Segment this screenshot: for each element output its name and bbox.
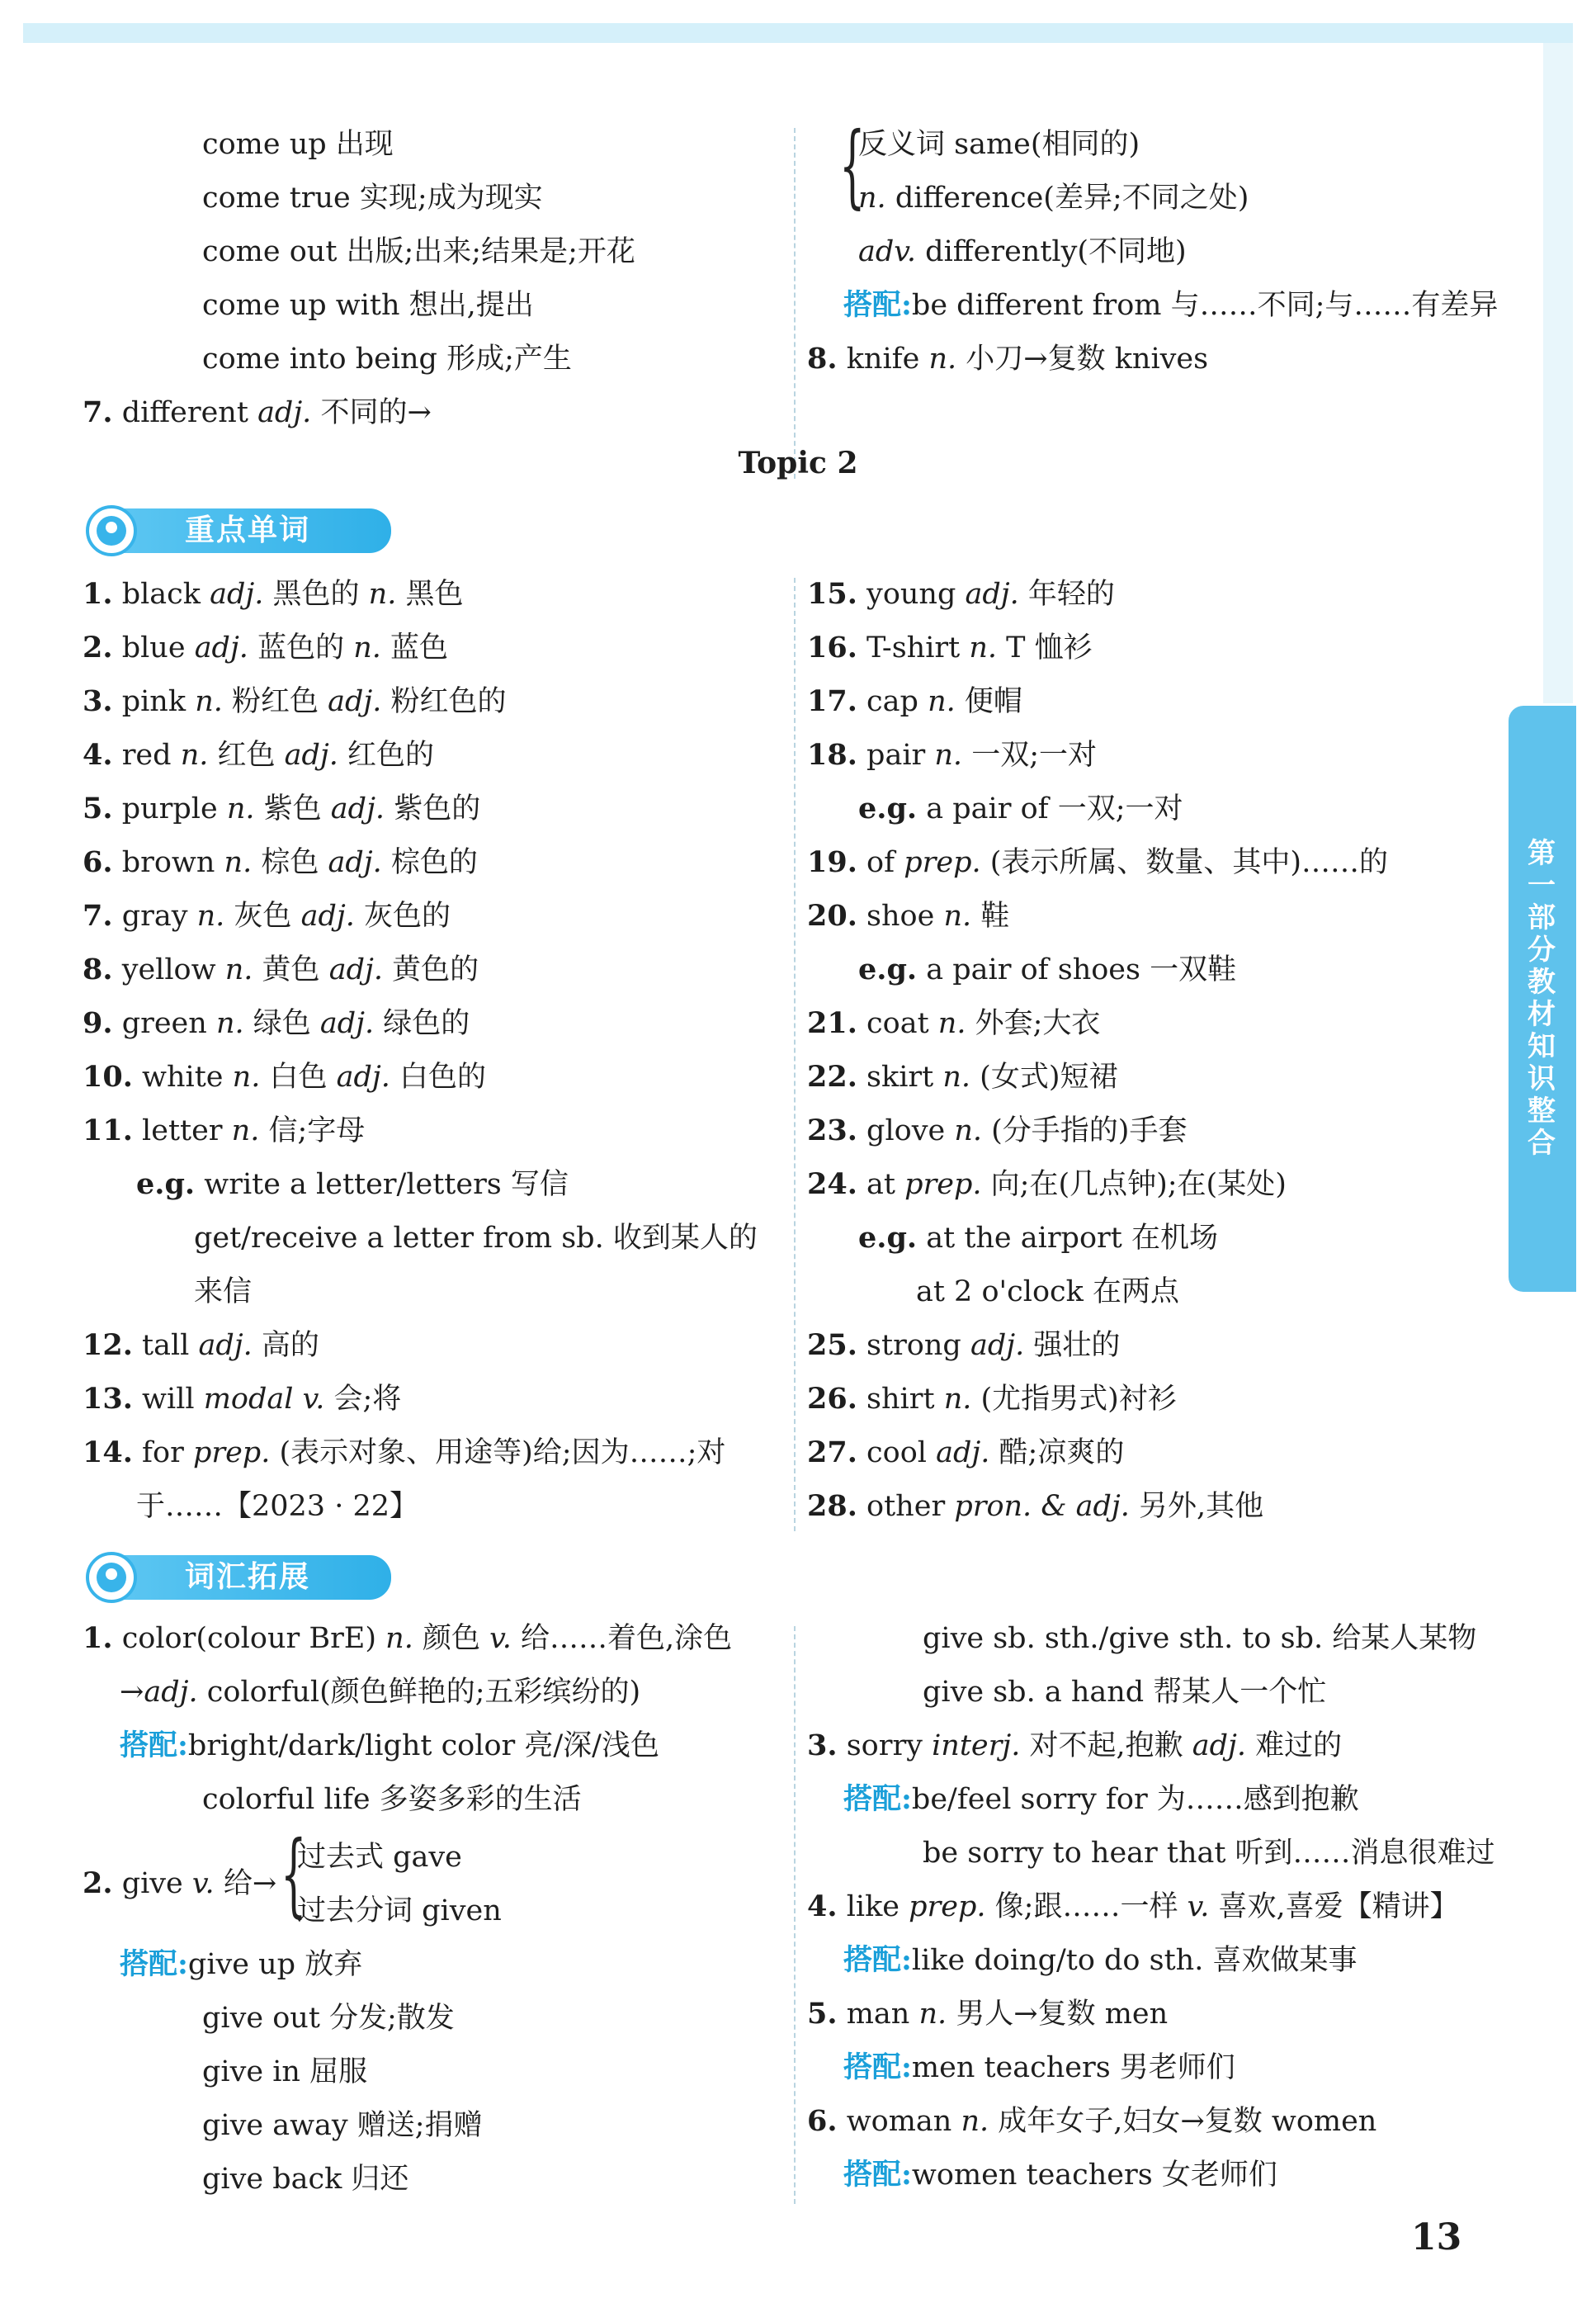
collocation-line: give sb. a hand 帮某人一个忙 — [923, 1676, 1327, 1709]
meaning: 灰色的 — [363, 900, 451, 933]
english-word: blue — [121, 631, 186, 664]
topic-title: Topic 2 — [738, 446, 858, 480]
phrase-line: come true 实现;成为现实 — [202, 182, 543, 215]
vocab-item — [807, 631, 1093, 664]
part-of-speech: n. — [232, 1061, 261, 1094]
english-word: letter — [142, 1114, 223, 1147]
item-number: 21. — [807, 1006, 857, 1040]
meaning: 绿色的 — [383, 1007, 470, 1040]
collocation-line — [120, 1729, 659, 1762]
part-of-speech: n. — [195, 685, 223, 718]
part-of-speech: n. — [918, 1998, 947, 2031]
example-line — [194, 1222, 758, 1255]
vocab-item-continuation: 于……【2023 · 22】 — [136, 1490, 418, 1523]
meaning: (表示所属、数量、其中)……的 — [989, 846, 1389, 879]
vocab-item — [807, 1061, 1117, 1094]
item-number: 7. — [83, 899, 113, 933]
meaning: 棕色 — [261, 846, 319, 879]
meaning: 男人→复数 men — [956, 1998, 1169, 2031]
part-of-speech: n. — [942, 1061, 971, 1094]
meaning: (女式)短裙 — [980, 1061, 1118, 1094]
item-number: 6. — [807, 2104, 838, 2138]
phrase-line: come out 出版;出来;结果是;开花 — [202, 235, 635, 268]
example-text: a pair of 一双;一对 — [926, 792, 1183, 825]
item-number: 4. — [83, 738, 113, 772]
english-word: of — [866, 846, 895, 879]
english-word: cap — [866, 685, 918, 718]
english-word: green — [121, 1007, 207, 1040]
english-word: other — [866, 1490, 946, 1523]
collocation-text: be/feel sorry for 为……感到抱歉 — [911, 1783, 1359, 1816]
derived-form-line — [120, 1676, 640, 1709]
english-word: skirt — [866, 1061, 934, 1094]
english-word: coat — [866, 1007, 929, 1040]
meaning: (分手指的)手套 — [991, 1114, 1188, 1147]
item-number: 8. — [83, 953, 113, 986]
item-number: 20. — [807, 899, 857, 933]
vocab-item — [83, 846, 478, 879]
vocab-item — [83, 631, 448, 664]
example-text: get/receive a letter from sb. 收到某人的 — [194, 1222, 758, 1255]
english-word: gray — [121, 900, 188, 933]
meaning: 高的 — [261, 1329, 319, 1362]
section-label: 词汇拓展 — [185, 1560, 311, 1594]
extension-item — [807, 2105, 1376, 2138]
column-divider-middle — [794, 578, 796, 1531]
item-8-knife: 8. knife n. 小刀→复数 knives — [807, 342, 1209, 376]
part-of-speech: adj. — [970, 1329, 1025, 1362]
part-of-speech: adj. — [319, 1007, 375, 1040]
vocab-item — [807, 685, 1022, 718]
vocab-item — [83, 1061, 486, 1094]
meaning: 一双;一对 — [971, 739, 1097, 772]
vocab-item — [807, 1114, 1187, 1147]
collocation-label: 搭配: — [843, 2050, 912, 2084]
part-of-speech: adj. — [936, 1436, 990, 1469]
part-of-speech: n. — [224, 953, 253, 986]
part-of-speech: modal v. — [203, 1383, 325, 1416]
example-label: e.g. — [858, 792, 918, 825]
english-word: shoe — [866, 900, 935, 933]
vocab-item — [807, 1490, 1263, 1523]
meaning: 像;跟……一样 — [994, 1890, 1178, 1923]
meaning: 颜色 — [422, 1622, 480, 1655]
english-word: black — [121, 578, 201, 611]
meaning: 给→ — [223, 1867, 277, 1900]
extension-item — [83, 1867, 276, 1900]
collocation-label: 搭配: — [843, 1943, 912, 1977]
brace-symbol: { — [281, 1821, 307, 1927]
part-of-speech: n. — [943, 1383, 972, 1416]
part-of-speech: adj. — [144, 1676, 198, 1709]
english-word: man — [846, 1998, 910, 2031]
item-number: 1. — [83, 1621, 113, 1655]
meaning: 会;将 — [333, 1383, 402, 1416]
page-number: 13 — [1411, 2216, 1462, 2258]
item-number: 15. — [807, 577, 857, 611]
meaning: 紫色的 — [394, 792, 481, 825]
collocation-label: 搭配: — [120, 1728, 188, 1762]
vocab-item — [83, 900, 451, 933]
phrase-line: come into being 形成;产生 — [202, 343, 572, 376]
past-participle-line: 过去分词 given — [297, 1894, 502, 1927]
item-number: 6. — [83, 845, 113, 879]
item-number: 12. — [83, 1328, 133, 1362]
section-header-vocab-extension — [86, 1552, 416, 1601]
part-of-speech: prep. — [904, 1168, 982, 1201]
meaning: 鞋 — [980, 900, 1010, 933]
meaning: 绿色 — [253, 1007, 311, 1040]
item-number: 9. — [83, 1006, 113, 1040]
part-of-speech: n. — [353, 631, 381, 664]
english-word: glove — [866, 1114, 946, 1147]
english-word: woman — [846, 2105, 952, 2138]
top-decor-bar — [23, 23, 1573, 43]
part-of-speech: n. — [180, 739, 209, 772]
item-number: 4. — [807, 1889, 838, 1923]
english-word: for — [142, 1436, 184, 1469]
english-word: at — [866, 1168, 895, 1201]
example-text: at the airport 在机场 — [926, 1222, 1218, 1255]
part-of-speech: n. — [934, 739, 963, 772]
part-of-speech: adj. — [965, 578, 1019, 611]
collocation-line: give sb. sth./give sth. to sb. 给某人某物 — [923, 1622, 1477, 1655]
meaning: 喜欢,喜爱【精讲】 — [1218, 1890, 1459, 1923]
item-number: 11. — [83, 1114, 133, 1147]
collocation-line — [120, 1948, 362, 1981]
english-word: like — [846, 1890, 900, 1923]
meaning: 黄色的 — [392, 953, 479, 986]
part-of-speech: n. — [969, 631, 998, 664]
collocation-line: be sorry to hear that 听到……消息很难过 — [923, 1837, 1495, 1870]
part-of-speech: prep. — [909, 1890, 986, 1923]
example-label: e.g. — [858, 1221, 918, 1255]
collocation-text: women teachers 女老师们 — [911, 2159, 1277, 2192]
meaning: 红色的 — [347, 739, 435, 772]
item-number: 2. — [83, 631, 113, 664]
vocab-item — [83, 578, 463, 611]
example-line — [858, 953, 1236, 986]
meaning: T 恤衫 — [1006, 631, 1093, 664]
side-tab-label: 第一部分 教材知识整合 — [1528, 837, 1556, 1160]
collocation-line: give back 归还 — [202, 2163, 409, 2196]
item-number: 23. — [807, 1114, 857, 1147]
meaning: 年轻的 — [1027, 578, 1115, 611]
english-word: brown — [121, 846, 215, 879]
meaning: 灰色 — [234, 900, 292, 933]
item-number: 27. — [807, 1435, 857, 1469]
collocation-line — [843, 2051, 1235, 2084]
part-of-speech: v. — [489, 1622, 512, 1655]
vocab-item — [83, 1329, 319, 1362]
english-word: T-shirt — [866, 631, 961, 664]
collocation-line: give out 分发;散发 — [202, 2002, 455, 2035]
part-of-speech: adj. — [328, 685, 382, 718]
meaning: 给……着色,涂色 — [521, 1622, 733, 1655]
meaning: 蓝色 — [390, 631, 449, 664]
extension-item — [807, 1890, 1459, 1923]
meaning: 白色 — [269, 1061, 328, 1094]
collocation-text: give up 放弃 — [187, 1948, 363, 1981]
meaning: 另外,其他 — [1138, 1490, 1264, 1523]
vocab-item — [83, 685, 507, 718]
vocab-item — [807, 1007, 1100, 1040]
extension-item — [807, 1729, 1342, 1762]
part-of-speech: v. — [191, 1867, 215, 1900]
part-of-speech: n. — [943, 900, 972, 933]
item-number: 1. — [83, 577, 113, 611]
english-word: shirt — [866, 1383, 935, 1416]
item-7-different: 7. different adj. 不同的→ — [83, 395, 432, 429]
vocab-item — [83, 739, 434, 772]
section-label: 重点单词 — [185, 513, 311, 547]
part-of-speech: n. — [937, 1007, 966, 1040]
item-number: 24. — [807, 1167, 857, 1201]
meaning: 难过的 — [1255, 1729, 1343, 1762]
item-number: 19. — [807, 845, 857, 879]
phrase-line: come up 出现 — [202, 128, 394, 161]
english-word: color(colour BrE) — [121, 1622, 377, 1655]
meaning: 酷;凉爽的 — [999, 1436, 1125, 1469]
collocation-different: 搭配:be different from 与……不同;与……有差异 — [843, 288, 1499, 322]
english-word: yellow — [121, 953, 216, 986]
item-number: 17. — [807, 684, 857, 718]
part-of-speech: n. — [385, 1622, 413, 1655]
vocab-item — [807, 1329, 1120, 1362]
meaning: (表示对象、用途等)给;因为……;对 — [279, 1436, 726, 1469]
english-word: strong — [866, 1329, 961, 1362]
vocab-item — [83, 1436, 725, 1469]
part-of-speech: adj. — [194, 631, 248, 664]
collocation-text: men teachers 男老师们 — [911, 2051, 1235, 2084]
collocation-line: give in 屈服 — [202, 2055, 368, 2088]
part-of-speech: adj. — [210, 578, 264, 611]
item-number: 13. — [83, 1382, 133, 1416]
meaning: colorful(颜色鲜艳的;五彩缤纷的) — [206, 1676, 641, 1709]
english-word: white — [142, 1061, 224, 1094]
english-word: cool — [866, 1436, 927, 1469]
part-of-speech: adj. — [328, 953, 383, 986]
person-icon — [86, 1552, 137, 1603]
part-of-speech: n. — [961, 2105, 989, 2138]
meaning: 外套;大衣 — [975, 1007, 1101, 1040]
part-of-speech: n. — [215, 1007, 244, 1040]
example-line — [858, 1222, 1218, 1255]
extension-item — [83, 1622, 732, 1655]
meaning: 紫色 — [263, 792, 322, 825]
column-divider-bottom — [794, 1626, 796, 2204]
item-number: 16. — [807, 631, 857, 664]
meaning: 粉红色 — [232, 685, 319, 718]
item-number: 14. — [83, 1435, 133, 1469]
part-of-speech: n. — [231, 1114, 260, 1147]
part-of-speech: n. — [196, 900, 225, 933]
part-of-speech: n. — [226, 792, 255, 825]
vocab-item — [807, 1436, 1124, 1469]
part-of-speech: prep. — [192, 1436, 271, 1469]
meaning: 粉红色的 — [390, 685, 507, 718]
example-text: at 2 o'clock 在两点 — [916, 1275, 1179, 1308]
collocation-line — [843, 1783, 1359, 1816]
collocation-text: bright/dark/light color 亮/深/浅色 — [187, 1729, 659, 1762]
meaning: (尤指男式)衬衫 — [980, 1383, 1177, 1416]
item-number: 10. — [83, 1060, 133, 1094]
part-of-speech: adj. — [336, 1061, 390, 1094]
example-label: e.g. — [136, 1167, 196, 1201]
meaning: 红色 — [217, 739, 276, 772]
example-line — [916, 1275, 1179, 1308]
collocation-line — [843, 2159, 1277, 2192]
extension-item — [807, 1998, 1168, 2031]
part-of-speech: adj. — [330, 792, 385, 825]
noun-form-line: n. difference(差异;不同之处) — [858, 182, 1249, 215]
arrow: → — [120, 1676, 144, 1709]
vocab-item — [807, 1383, 1177, 1416]
example-text: write a letter/letters 写信 — [204, 1168, 569, 1201]
meaning: 黑色的 — [272, 578, 360, 611]
item-number: 18. — [807, 738, 857, 772]
example-line — [194, 1275, 252, 1308]
meaning: 黑色 — [405, 578, 464, 611]
vocab-item — [807, 1168, 1287, 1201]
meaning: 黄色 — [262, 953, 320, 986]
vocab-item — [83, 1007, 470, 1040]
english-word: young — [866, 578, 956, 611]
english-word: tall — [142, 1329, 190, 1362]
meaning: 白色的 — [399, 1061, 487, 1094]
part-of-speech: n. — [224, 846, 253, 879]
item-number: 5. — [807, 1997, 838, 2031]
brace-symbol: { — [839, 112, 866, 218]
meaning: 蓝色的 — [257, 631, 345, 664]
collocation-line — [843, 1944, 1357, 1977]
item-number: 5. — [83, 792, 113, 825]
right-decor-bar — [1543, 43, 1573, 703]
collocation-label: 搭配: — [120, 1947, 188, 1981]
meaning: 成年女子,妇女→复数 women — [998, 2105, 1377, 2138]
item-number: 25. — [807, 1328, 857, 1362]
collocation-label: 搭配: — [843, 1782, 912, 1816]
part-of-speech: prep. — [904, 846, 981, 879]
meaning: 棕色的 — [390, 846, 478, 879]
vocab-item — [83, 1114, 365, 1147]
part-of-speech: adj. — [328, 846, 382, 879]
meaning: 便帽 — [964, 685, 1022, 718]
english-word: pink — [121, 685, 187, 718]
part-of-speech: adj. — [1192, 1729, 1247, 1762]
column-divider-top — [794, 128, 796, 479]
collocation-line: give away 赠送;捐赠 — [202, 2109, 483, 2142]
meaning: 对不起,抱歉 — [1029, 1729, 1183, 1762]
part-of-speech: interj. — [932, 1729, 1021, 1762]
part-of-speech: v. — [1187, 1890, 1210, 1923]
vocab-item — [807, 846, 1388, 879]
example-label: e.g. — [858, 953, 918, 986]
antonym-line: 反义词 same(相同的) — [858, 128, 1140, 161]
example-line — [858, 792, 1183, 825]
english-word: red — [121, 739, 172, 772]
meaning: 信;字母 — [268, 1114, 366, 1147]
example-line — [136, 1168, 569, 1201]
vocab-item — [83, 953, 479, 986]
item-number: 26. — [807, 1382, 857, 1416]
part-of-speech: n. — [954, 1114, 983, 1147]
item-number: 22. — [807, 1060, 857, 1094]
english-word: will — [142, 1383, 195, 1416]
vocab-item — [807, 739, 1097, 772]
adv-form-line: adv. differently(不同地) — [858, 235, 1187, 268]
english-word: pair — [866, 739, 926, 772]
meaning: 向;在(几点钟);在(某处) — [990, 1168, 1287, 1201]
part-of-speech: pron. & adj. — [954, 1490, 1130, 1523]
english-word: sorry — [846, 1729, 923, 1762]
part-of-speech: adj. — [284, 739, 338, 772]
part-of-speech: n. — [368, 578, 397, 611]
item-number: 3. — [83, 684, 113, 718]
person-icon — [86, 505, 137, 556]
side-chapter-tab — [1509, 706, 1576, 1292]
section-header-key-words — [86, 505, 416, 555]
meaning: 强壮的 — [1033, 1329, 1121, 1362]
vocab-item — [83, 1383, 401, 1416]
collocation-label: 搭配: — [843, 2158, 912, 2192]
item-number: 28. — [807, 1489, 857, 1523]
english-word: purple — [121, 792, 218, 825]
vocab-item — [807, 900, 1009, 933]
item-number: 3. — [807, 1728, 838, 1762]
vocab-item — [807, 578, 1115, 611]
vocab-item — [83, 792, 480, 825]
example-text: 来信 — [194, 1275, 253, 1308]
example-text: a pair of shoes 一双鞋 — [926, 953, 1237, 986]
part-of-speech: adj. — [300, 900, 355, 933]
collocation-text: like doing/to do sth. 喜欢做某事 — [911, 1944, 1358, 1977]
item-number: 2. — [83, 1866, 113, 1900]
phrase-line: come up with 想出,提出 — [202, 289, 534, 322]
english-word: give — [121, 1867, 183, 1900]
past-tense-line: 过去式 gave — [297, 1841, 462, 1874]
collocation-line: colorful life 多姿多彩的生活 — [202, 1783, 582, 1816]
part-of-speech: adj. — [198, 1329, 253, 1362]
part-of-speech: n. — [928, 685, 956, 718]
